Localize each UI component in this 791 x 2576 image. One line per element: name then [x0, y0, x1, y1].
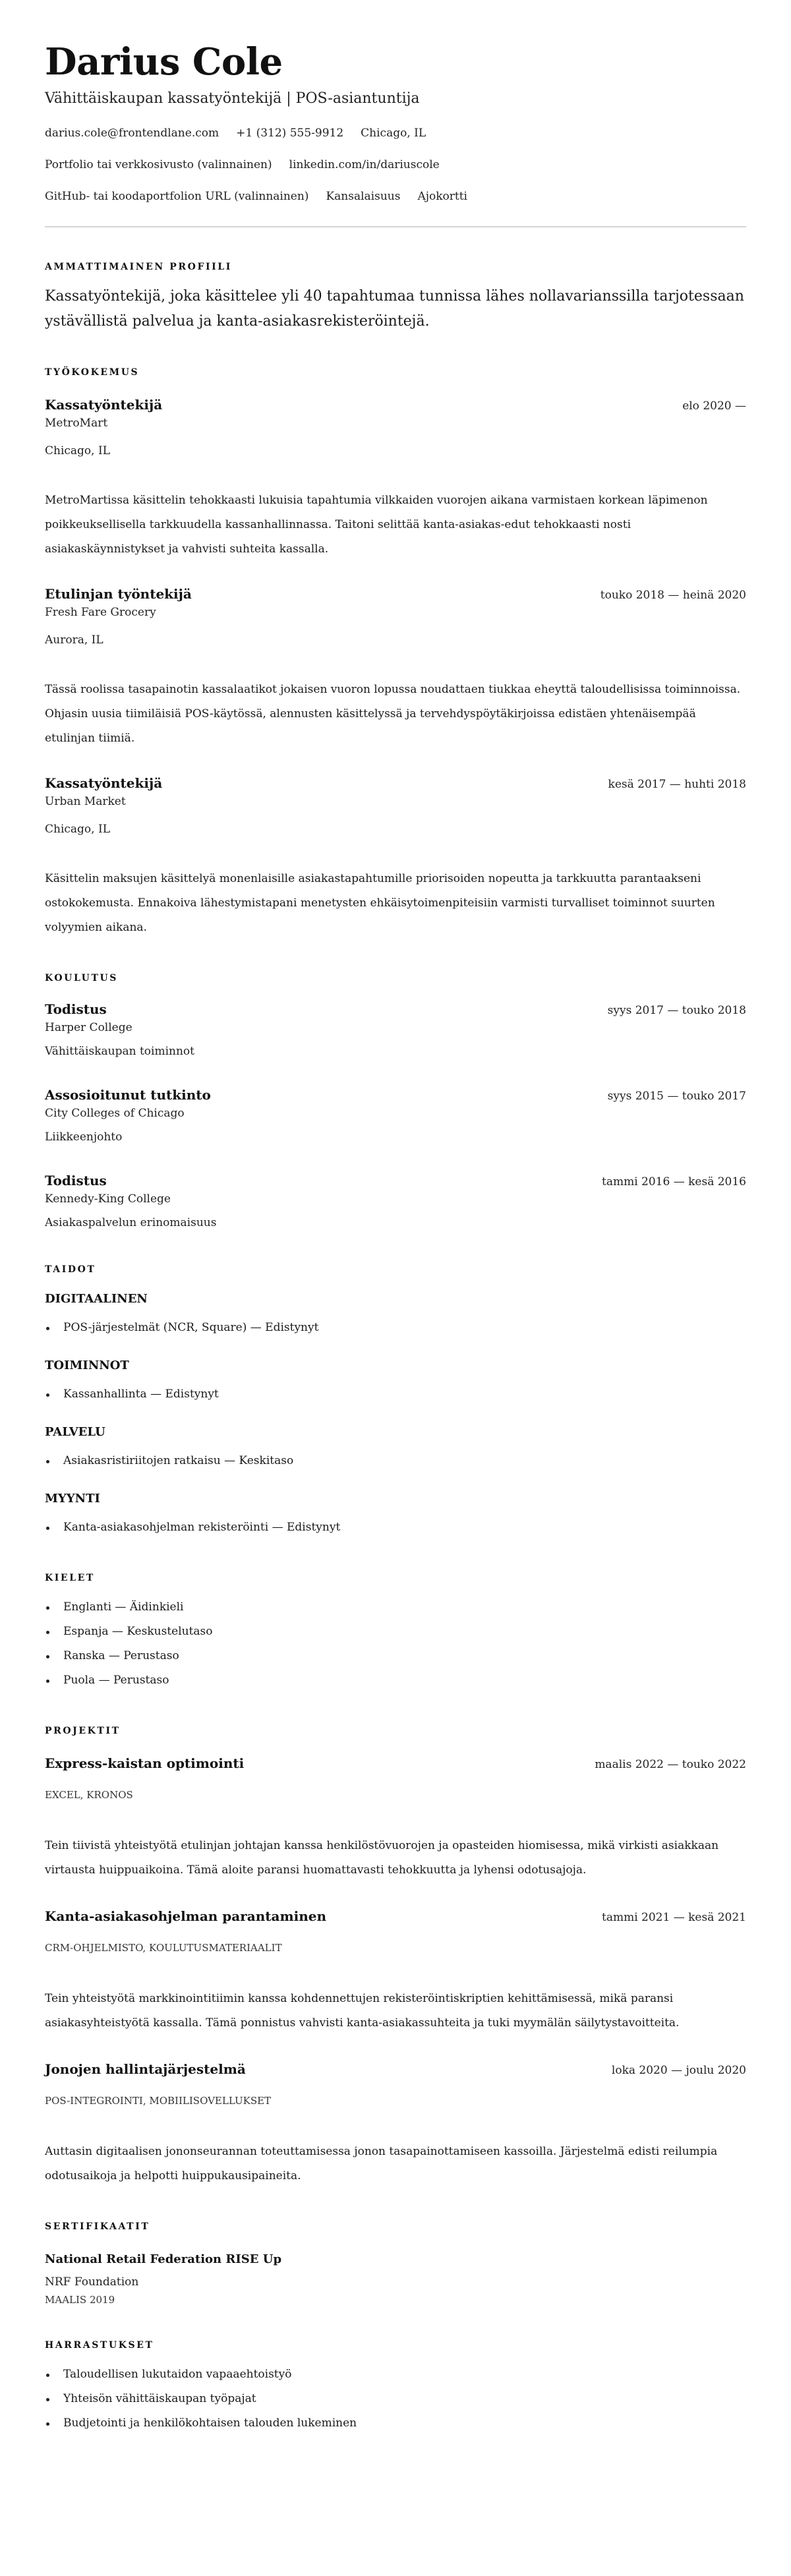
- job-company: Urban Market: [45, 795, 126, 808]
- project-technologies: POS-INTEGROINTI, MOBIILISOVELLUKSET: [45, 2095, 272, 2107]
- candidate-headline: Vähittäiskaupan kassatyöntekijä | POS-asiantuntija: [45, 90, 420, 107]
- job-description: MetroMartissa käsittelin tehokkaasti lukuisia tapahtumia vilkkaiden vuorojen aikana varmistaen korkean läpimenon poikkeuksellisella tarkkuudella kassanhallinnassa. Taitoni selittää kanta-asiakas-edut tehokkaasti nosti asiakaskäynnistykset ja vahvisti suhteita kassalla.: [45, 494, 708, 556]
- project-dates: tammi 2021 — kesä 2021: [601, 1911, 746, 1924]
- section-heading-certifications: SERTIFIKAATIT: [45, 2221, 150, 2232]
- education-section: [45, 972, 746, 1231]
- certification-issuer: NRF Foundation: [45, 2275, 139, 2289]
- project-technologies: EXCEL, KRONOS: [45, 1789, 133, 1801]
- contact-github[interactable]: GitHub- tai koodaportfolion URL (valinnainen): [45, 190, 309, 203]
- section-heading-skills: TAIDOT: [45, 1264, 96, 1275]
- project-title: Jonojen hallintajärjestelmä: [45, 2061, 246, 2077]
- project-title: Express-kaistan optimointi: [45, 1755, 245, 1771]
- education-entry: [45, 1171, 746, 1231]
- skill-list: [45, 1382, 746, 1407]
- project-entry: [45, 2059, 746, 2188]
- study-field: Liikkeenjohto: [45, 1130, 123, 1144]
- project-technologies: CRM-OHJELMISTO, KOULUTUSMATERIAALIT: [45, 1942, 282, 1954]
- job-company: MetroMart: [45, 417, 108, 430]
- job-dates: elo 2020 —: [682, 399, 746, 413]
- section-heading-education: KOULUTUS: [45, 973, 119, 983]
- contact-linkedin[interactable]: linkedin.com/in/dariuscole: [289, 158, 440, 171]
- contact-row-extra: [45, 189, 746, 204]
- resume-header: [45, 38, 746, 204]
- job-title: Etulinjan työntekijä: [45, 586, 192, 602]
- section-heading-experience: TYÖKOKEMUS: [45, 367, 140, 378]
- project-description: Tein yhteistyötä markkinointitiimin kanssa kohdennettujen rekisteröintiskriptien kehittämisessä, mikä paransi asiakasyhteistyötä kassalla. Tämä ponnistus vahvisti kanta-asiakassuhteita ja tuki myymälän säilytystavoitteita.: [45, 1992, 680, 2030]
- contact-location: Chicago, IL: [361, 127, 426, 140]
- education-entry: [45, 1085, 746, 1146]
- hobbies-section: [45, 2339, 746, 2436]
- profile-summary: Kassatyöntekijä, joka käsittelee yli 40 tapahtumaa tunnissa lähes nollavarianssilla tarjotessaan ystävällistä palvelua ja kanta-asiakasrekisteröintejä.: [45, 288, 744, 330]
- section-heading-languages: KIELET: [45, 1573, 95, 1583]
- experience-section: [45, 366, 746, 940]
- project-entry: [45, 1906, 746, 2035]
- school-name: Kennedy-King College: [45, 1192, 171, 1206]
- job-dates: kesä 2017 — huhti 2018: [608, 778, 746, 791]
- skill-category-sales: MYYNTI: [45, 1492, 100, 1506]
- skill-category-service: PALVELU: [45, 1425, 105, 1439]
- school-name: City Colleges of Chicago: [45, 1107, 185, 1120]
- experience-entry: [45, 773, 746, 940]
- project-dates: maalis 2022 — touko 2022: [595, 1758, 746, 1771]
- degree-title: Assosioitunut tutkinto: [45, 1087, 211, 1103]
- study-field: Vähittäiskaupan toiminnot: [45, 1045, 194, 1058]
- skill-list: [45, 1515, 746, 1540]
- skill-item: Kanta-asiakasohjelman rekisteröinti — Edistynyt: [45, 1515, 746, 1540]
- skill-category-operations: TOIMINNOT: [45, 1359, 129, 1372]
- language-item: Ranska — Perustaso: [45, 1644, 746, 1668]
- contact-row-primary: [45, 125, 746, 141]
- language-item: Englanti — Äidinkieli: [45, 1595, 746, 1620]
- project-dates: loka 2020 — joulu 2020: [611, 2064, 746, 2077]
- project-description: Auttasin digitaalisen jononseurannan toteuttamisessa jonon tasapainottamiseen kassoilla. Järjestelmä edisti reilumpia odotusaikoja ja helpotti huippukausipaineita.: [45, 2145, 718, 2182]
- contact-email[interactable]: darius.cole@frontendlane.com: [45, 127, 220, 140]
- candidate-name: Darius Cole: [45, 40, 283, 84]
- projects-section: [45, 1724, 746, 2188]
- contact-drivers-license: Ajokortti: [417, 190, 467, 203]
- certification-name: National Retail Federation RISE Up: [45, 2252, 282, 2266]
- header-divider: [45, 226, 746, 227]
- degree-title: Todistus: [45, 1001, 107, 1017]
- job-description: Tässä roolissa tasapainotin kassalaatikot jokaisen vuoron lopussa noudattaen tiukkaa eheyttä taloudellisissa toiminnoissa. Ohjasin uusia tiimiläisiä POS-käytössä, alennusten käsittelyssä ja tervehdyspöytäkirjoissa edistäen yhtenäisempää etulinjan tiimiä.: [45, 683, 741, 745]
- section-heading-hobbies: HARRASTUKSET: [45, 2340, 154, 2351]
- skill-item: POS-järjestelmät (NCR, Square) — Edistynyt: [45, 1316, 746, 1340]
- contact-portfolio[interactable]: Portfolio tai verkkosivusto (valinnainen): [45, 158, 272, 171]
- languages-section: [45, 1571, 746, 1693]
- project-description: Tein tiivistä yhteistyötä etulinjan johtajan kanssa henkilöstövuorojen ja opasteiden hiomisessa, mikä virkisti asiakkaan virtausta huippuaikoina. Tämä aloite paransi huomattavasti tehokkuutta ja lyhensi odotusajoja.: [45, 1839, 719, 1877]
- education-dates: tammi 2016 — kesä 2016: [601, 1175, 746, 1188]
- contact-row-links: [45, 157, 746, 173]
- contact-phone[interactable]: +1 (312) 555-9912: [236, 127, 344, 140]
- job-dates: touko 2018 — heinä 2020: [600, 589, 746, 602]
- hobby-list: [45, 2362, 746, 2436]
- skill-list: [45, 1316, 746, 1340]
- job-location: Chicago, IL: [45, 823, 110, 836]
- education-dates: syys 2017 — touko 2018: [607, 1004, 746, 1017]
- language-item: Puola — Perustaso: [45, 1668, 746, 1693]
- job-description: Käsittelin maksujen käsittelyä monenlaisille asiakastapahtumille priorisoiden nopeutta ja tarkkuutta parantaakseni ostokokemusta. Ennakoiva lähestymistapani menetysten ehkäisytoimenpiteisiin varmisti turvalliset toiminnot suurten volyymien aikana.: [45, 872, 715, 934]
- language-list: [45, 1595, 746, 1693]
- project-entry: [45, 1753, 746, 1883]
- project-title: Kanta-asiakasohjelman parantaminen: [45, 1908, 327, 1924]
- job-title: Kassatyöntekijä: [45, 775, 163, 791]
- language-item: Espanja — Keskustelutaso: [45, 1620, 746, 1644]
- skill-item: Asiakasristiriitojen ratkaisu — Keskitaso: [45, 1449, 746, 1473]
- job-title: Kassatyöntekijä: [45, 397, 163, 413]
- experience-entry: [45, 584, 746, 751]
- skill-item: Kassanhallinta — Edistynyt: [45, 1382, 746, 1407]
- study-field: Asiakaspalvelun erinomaisuus: [45, 1216, 217, 1229]
- certifications-section: [45, 2220, 746, 2307]
- job-company: Fresh Fare Grocery: [45, 606, 156, 619]
- job-location: Aurora, IL: [45, 633, 103, 647]
- section-heading-projects: PROJEKTIT: [45, 1726, 121, 1736]
- education-dates: syys 2015 — touko 2017: [607, 1090, 746, 1103]
- section-heading-profile: AMMATTIMAINEN PROFIILI: [45, 262, 232, 272]
- hobby-item: Taloudellisen lukutaidon vapaaehtoistyö: [45, 2362, 746, 2387]
- hobby-item: Budjetointi ja henkilökohtaisen talouden lukeminen: [45, 2411, 746, 2436]
- job-location: Chicago, IL: [45, 444, 110, 457]
- skills-section: [45, 1263, 746, 1540]
- certification-date: MAALIS 2019: [45, 2294, 115, 2306]
- school-name: Harper College: [45, 1021, 132, 1034]
- profile-section: [45, 260, 746, 334]
- degree-title: Todistus: [45, 1173, 107, 1188]
- skill-category-digital: DIGITAALINEN: [45, 1292, 148, 1306]
- experience-entry: [45, 395, 746, 562]
- education-entry: [45, 999, 746, 1060]
- skill-list: [45, 1449, 746, 1473]
- hobby-item: Yhteisön vähittäiskaupan työpajat: [45, 2387, 746, 2411]
- contact-citizenship: Kansalaisuus: [326, 190, 401, 203]
